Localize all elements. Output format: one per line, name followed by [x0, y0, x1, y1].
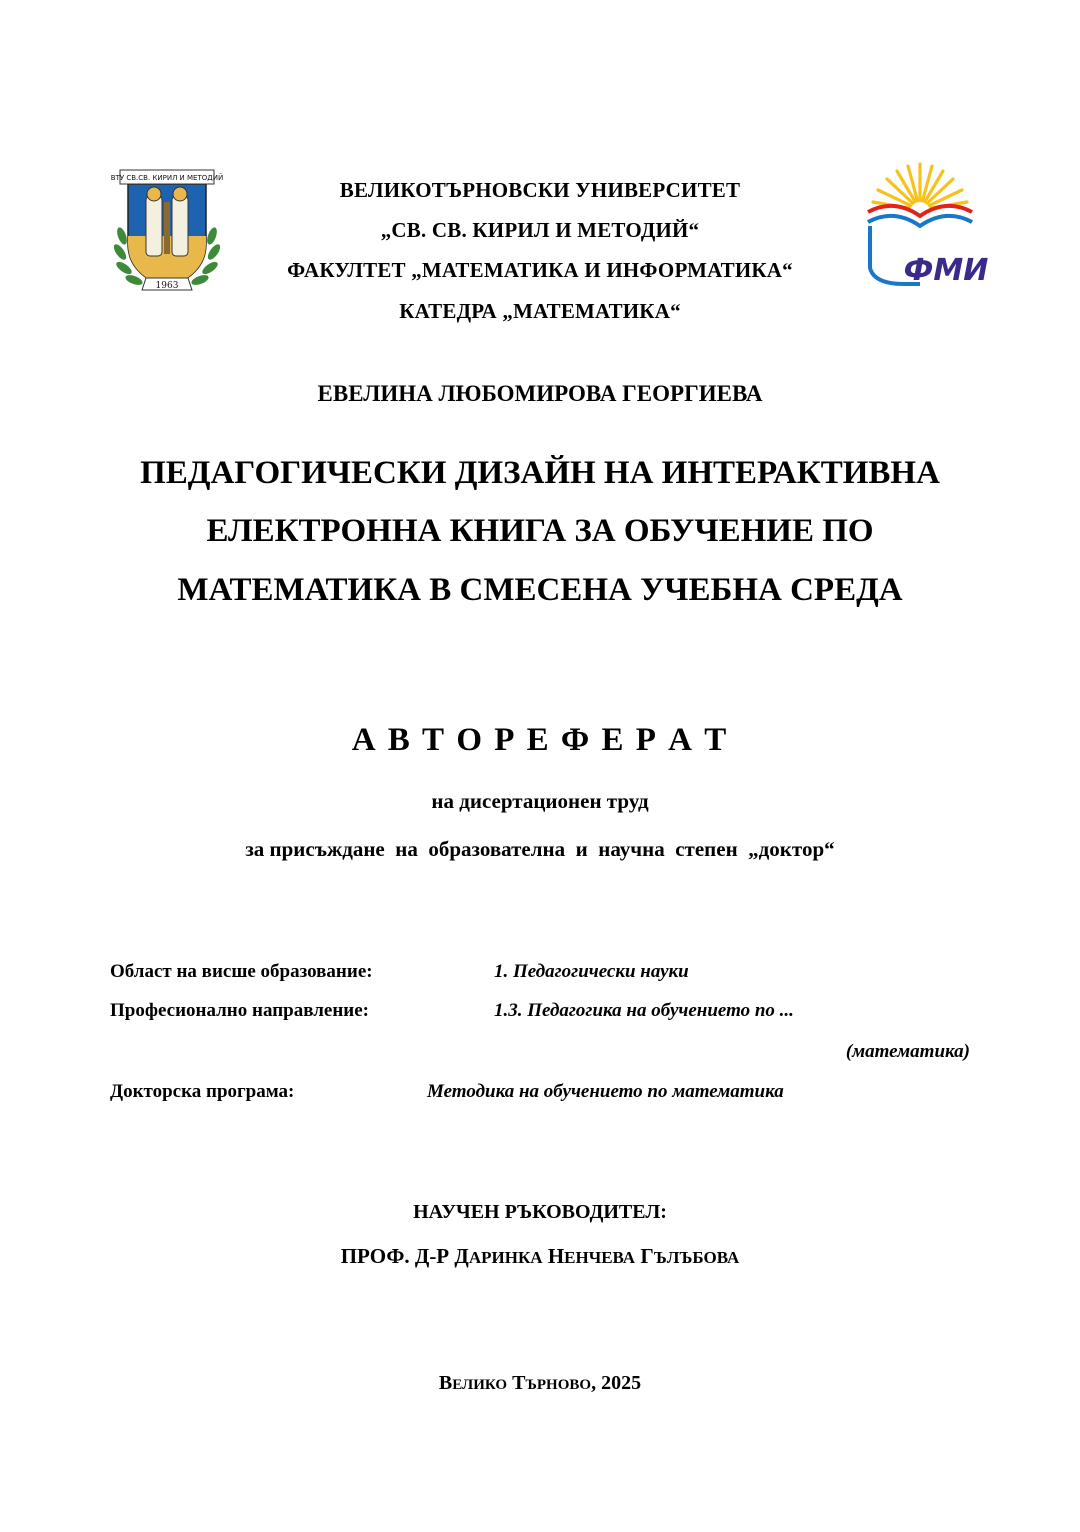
thesis-title-line1: ПЕДАГОГИЧЕСКИ ДИЗАЙН НА ИНТЕРАКТИВНА: [140, 455, 940, 491]
area-label: Област на висше образование:: [110, 961, 373, 982]
program-label: Докторска програма:: [110, 1081, 295, 1102]
supervisor-name: ПРОФ. Д-Р ДАРИНКА НЕНЧЕВА ГЪЛЪБОВА: [340, 1244, 740, 1268]
department-name: КАТЕДРА „МАТЕМАТИКА“: [399, 299, 681, 323]
supervisor-heading: НАУЧЕН РЪКОВОДИТЕЛ:: [413, 1201, 667, 1223]
direction-label: Професионално направление:: [110, 1000, 369, 1021]
subtitle-line2: за присъждане на образователна и научна степен „доктор“: [245, 837, 835, 861]
document-type: А В Т О Р Е Ф Е Р А Т: [351, 722, 729, 758]
area-value: 1. Педагогически науки: [494, 961, 689, 982]
author-name: ЕВЕЛИНА ЛЮБОМИРОВА ГЕОРГИЕВА: [317, 381, 763, 406]
svg-text:1963: 1963: [155, 281, 179, 291]
faculty-name: ФАКУЛТЕТ „МАТЕМАТИКА И ИНФОРМАТИКА“: [287, 258, 793, 282]
thesis-title-line2: ЕЛЕКТРОННА КНИГА ЗА ОБУЧЕНИЕ ПО: [206, 513, 874, 549]
thesis-title-line3: МАТЕМАТИКА В СМЕСЕНА УЧЕБНА СРЕДА: [177, 572, 903, 608]
direction-value-continued: (математика): [845, 1041, 970, 1062]
subtitle-line1: на дисертационен труд: [431, 789, 649, 813]
university-name-line1: ВЕЛИКОТЪРНОВСКИ УНИВЕРСИТЕТ: [339, 178, 741, 202]
city-year: ВЕЛИКО ТЪРНОВО, 2025: [438, 1372, 642, 1394]
program-value: Методика на обучението по математика: [427, 1081, 784, 1102]
university-name-line2: „СВ. СВ. КИРИЛ И МЕТОДИЙ“: [380, 218, 700, 242]
svg-text:ФМИ: ФМИ: [903, 253, 989, 288]
svg-text:ВТУ СВ.СВ. КИРИЛ И МЕТОДИЙ: ВТУ СВ.СВ. КИРИЛ И МЕТОДИЙ: [110, 174, 224, 182]
direction-value: 1.3. Педагогика на обучението по ...: [494, 1000, 794, 1021]
